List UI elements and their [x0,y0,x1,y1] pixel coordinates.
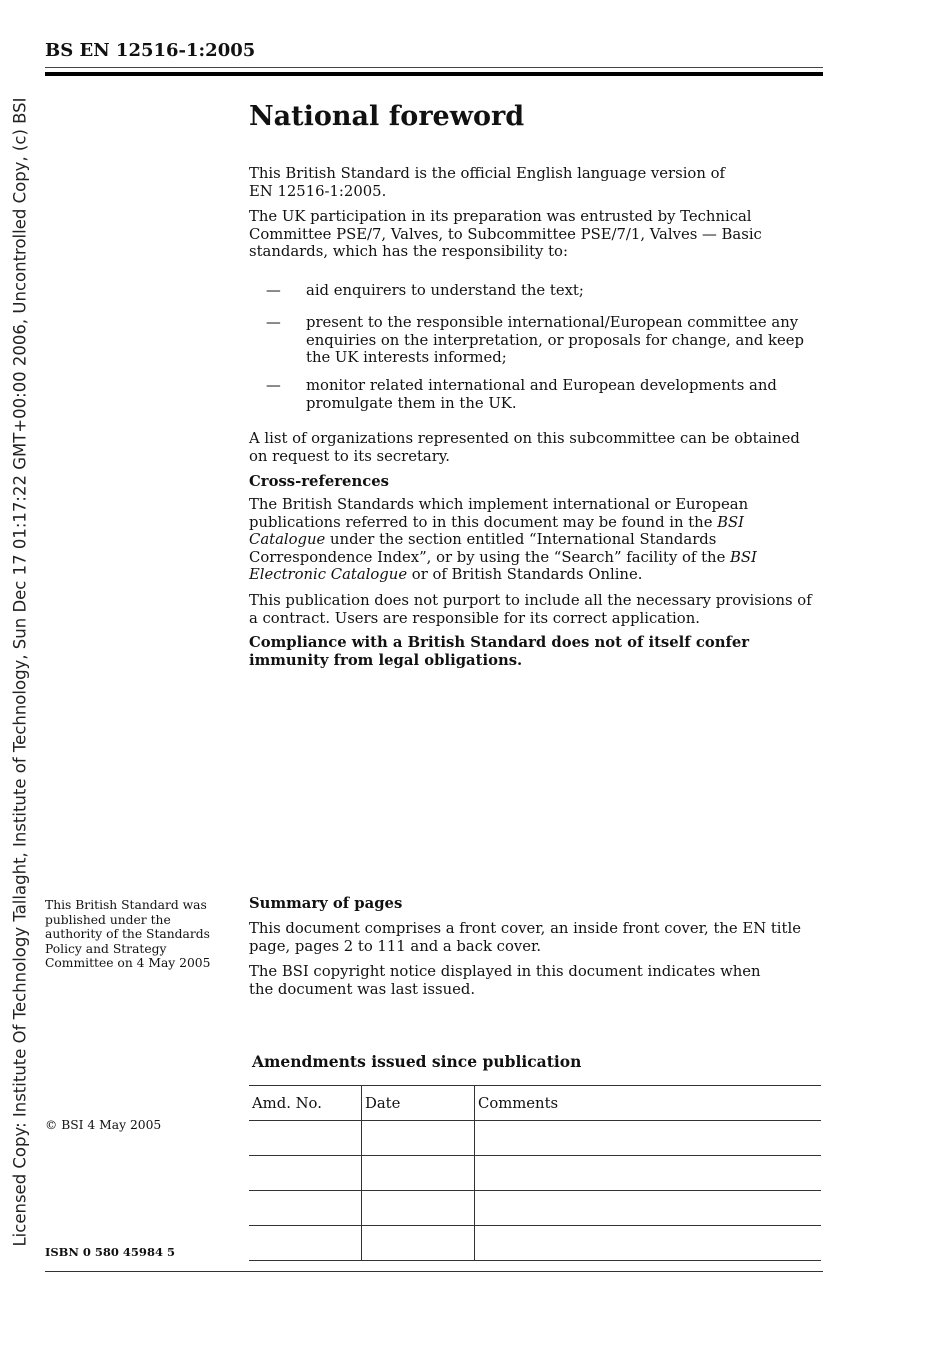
date-cell [362,1226,475,1261]
license-watermark: Licensed Copy: Institute Of Technology Tallaght, Institute of Technology, Sun Dec 17 01:17:22 GMT+00:00 2006, Uncontrolled Copy, (c) BSI [10,97,30,1247]
date-cell [362,1156,475,1191]
column-header-comments: Comments [475,1086,822,1121]
crossref-heading: Cross-references [249,473,389,490]
amd-no-cell [249,1191,362,1226]
dash-marker: — [266,314,281,331]
comments-cell [475,1226,822,1261]
header-rule-thick [45,72,823,76]
table-row [249,1121,821,1156]
footer-rule-left [45,1271,249,1272]
dash-marker: — [266,377,281,394]
amendments-title: Amendments issued since publication [252,1052,582,1071]
comments-cell [475,1121,822,1156]
table-header-row [249,1086,821,1121]
list-item: — present to the responsible international/European committee any enquiries on the interpretation, or proposals for change, and keep the UK interests informed; [266,314,805,366]
intro-paragraph: This British Standard is the official English language version of EN 12516-1:2005. [249,165,725,200]
amd-no-cell [249,1156,362,1191]
copyright-notice-paragraph: The BSI copyright notice displayed in this document indicates when the document was last issued. [249,963,761,998]
header-rule-thin [45,67,823,68]
amd-no-cell [249,1121,362,1156]
dash-marker: — [266,282,281,299]
amendments-table [249,1085,821,1261]
crossref-paragraph: The British Standards which implement international or European publications referred to in this document may be found in the BSI Catalogue under the section entitled “International Standards Correspondence Index”, or by using the “Search” facility of the BSI Electronic Catalogue or of British Standards Online. [249,496,757,583]
list-item: — monitor related international and European developments and promulgate them in the UK. [266,377,777,412]
table-row [249,1156,821,1191]
list-item: — aid enquirers to understand the text; [266,282,584,299]
summary-heading: Summary of pages [249,895,403,912]
standard-number: BS EN 12516-1:2005 [45,40,256,61]
footer-rule [249,1271,823,1272]
copyright-line: © BSI 4 May 2005 [45,1118,162,1132]
compliance-statement: Compliance with a British Standard does not of itself confer immunity from legal obligations. [249,634,750,669]
authority-note: This British Standard was published under the authority of the Standards Policy and Strategy Committee on 4 May 2005 [45,898,211,970]
date-cell [362,1191,475,1226]
comments-cell [475,1191,822,1226]
comments-cell [475,1156,822,1191]
date-cell [362,1121,475,1156]
organizations-paragraph: A list of organizations represented on this subcommittee can be obtained on request to its secretary. [249,430,800,465]
column-header-date: Date [362,1086,475,1121]
page-title: National foreword [249,101,525,132]
participation-paragraph: The UK participation in its preparation was entrusted by Technical Committee PSE/7, Valves, to Subcommittee PSE/7/1, Valves — Basic standards, which has the responsibility to: [249,208,762,260]
provisions-paragraph: This publication does not purport to include all the necessary provisions of a contract. Users are responsible for its correct application. [249,592,812,627]
table-row [249,1191,821,1226]
column-header-amd-no: Amd. No. [249,1086,362,1121]
isbn: ISBN 0 580 45984 5 [45,1245,175,1259]
summary-paragraph: This document comprises a front cover, an inside front cover, the EN title page, pages 2 to 111 and a back cover. [249,920,801,955]
table-row [249,1226,821,1261]
amd-no-cell [249,1226,362,1261]
